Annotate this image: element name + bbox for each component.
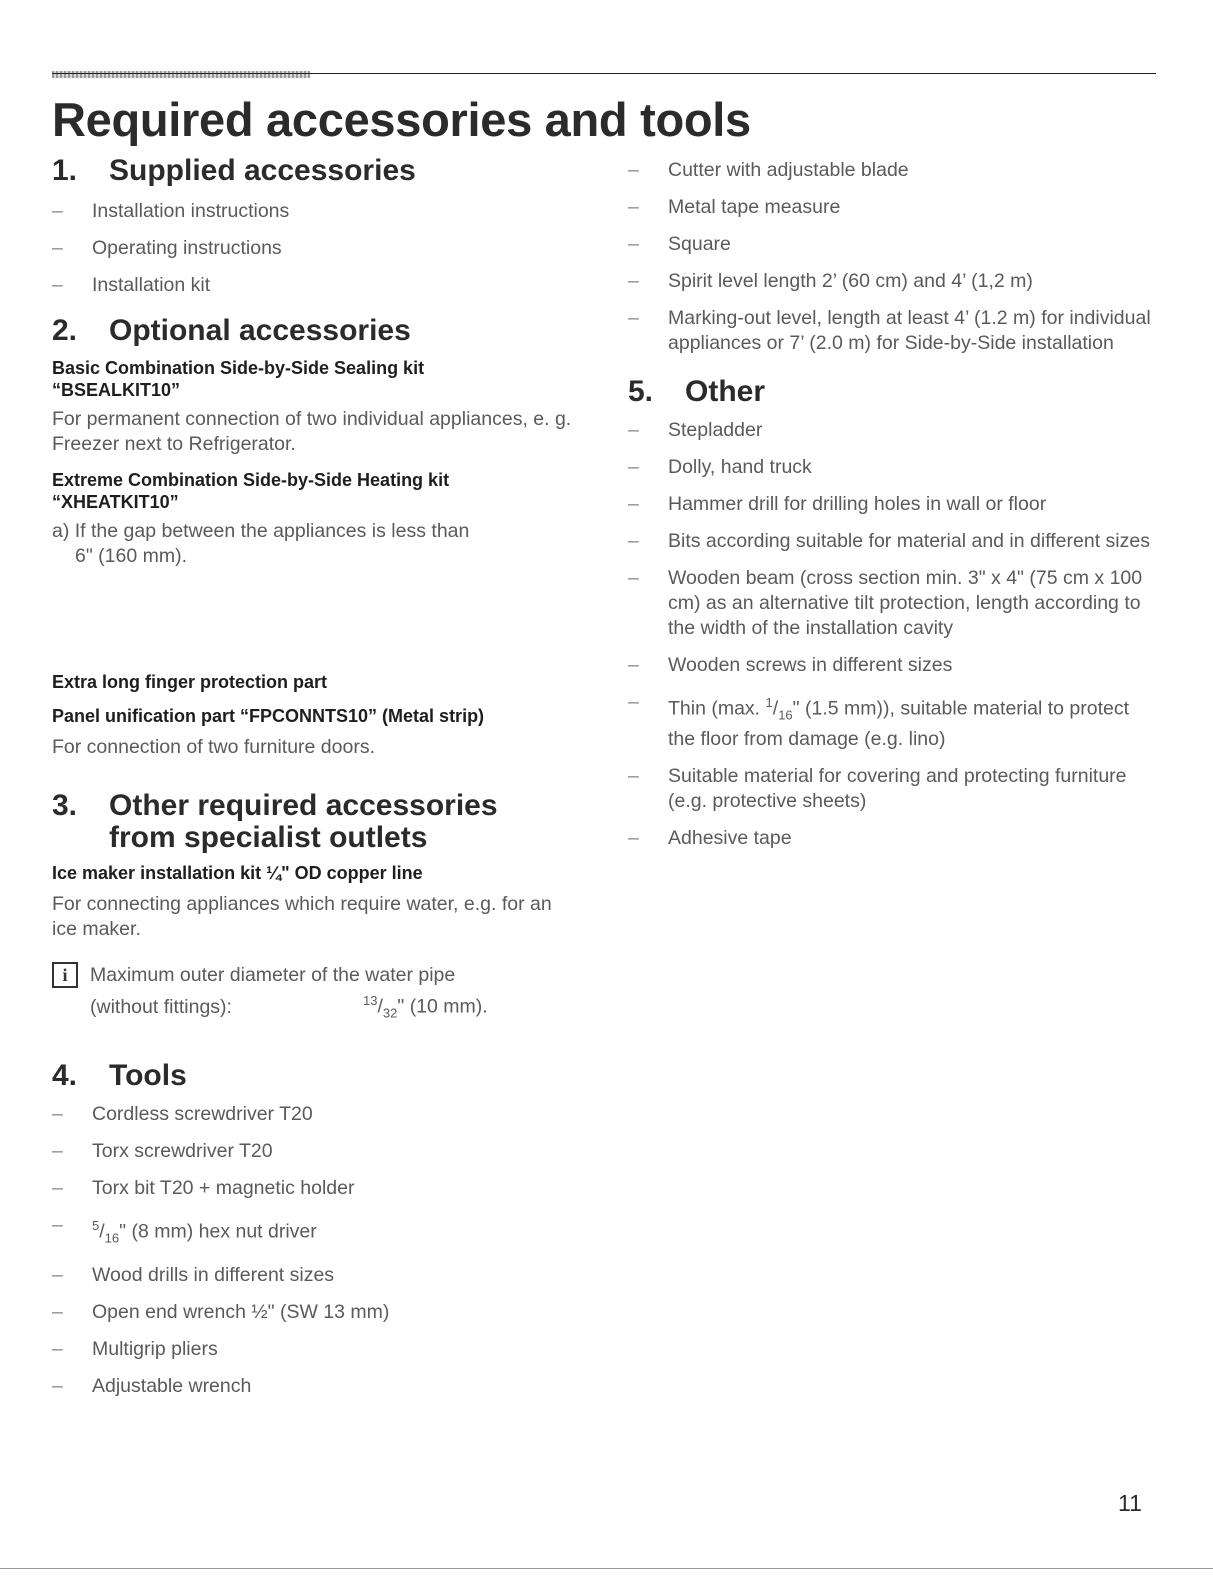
list-item: – Installation instructions [52, 199, 592, 224]
panel-unification-title: Panel unification part “FPCONNTS10” (Metal strip) [52, 706, 485, 726]
list-item: – Adhesive tape [628, 826, 1158, 851]
list-item: – Stepladder [628, 418, 1158, 443]
section-title: Tools [109, 1059, 187, 1093]
tools-list-continued [628, 158, 1158, 356]
section-number: 3. [52, 789, 78, 822]
list-item: – Cutter with adjustable blade [628, 158, 1158, 183]
left-column [52, 155, 592, 1411]
section-heading [52, 155, 592, 187]
header-rule [52, 73, 1156, 74]
list-item: – Wooden screws in different sizes [628, 653, 1158, 678]
fraction-numerator: 1 [765, 695, 773, 710]
section-number: 1. [52, 154, 78, 187]
list-item: – Torx bit T20 + magnetic holder [52, 1176, 592, 1201]
list-item: – Metal tape measure [628, 195, 1158, 220]
right-column [628, 155, 1158, 863]
list-item: – Square [628, 232, 1158, 257]
list-item: – Installation kit [52, 273, 592, 298]
list-item: – Dolly, hand truck [628, 455, 1158, 480]
note-value: " (10 mm). [397, 995, 488, 1018]
ice-maker-kit-title: Ice maker installation kit ¼" OD copper line [52, 863, 423, 883]
list-item: – $^5/_{16}$" (8 mm) hex nut driver [52, 1213, 592, 1250]
note-text-line2: (without fittings): $^{13}/_{32}$" (10 mm). [90, 993, 488, 1021]
kit-title-heating: Extreme Combination Side-by-Side Heating kit “XHEATKIT10” [52, 470, 450, 512]
list-item: – Adjustable wrench [52, 1374, 592, 1399]
list-item: – Suitable material for covering and protecting furniture (e.g. protective sheets) [628, 764, 1158, 814]
section-other-required [52, 790, 592, 1026]
list-item: – Cordless screwdriver T20 [52, 1102, 592, 1127]
fraction-numerator: 5 [92, 1218, 100, 1234]
kit-description-sealing: For permanent connection of two individual appliances, e. g. Freezer next to Refrigerator. [52, 408, 572, 455]
fraction-denominator: 32 [382, 1005, 398, 1021]
section-title: Other [685, 375, 766, 408]
section-title: Supplied accessories [109, 154, 416, 187]
section-title [109, 790, 498, 854]
list-item: – Hammer drill for drilling holes in wall or floor [628, 492, 1158, 517]
list-item: – Wooden beam (cross section min. 3" x 4" (75 cm x 100 cm) as an alternative tilt protection, length according to the width of the installation cavity [628, 566, 1158, 641]
list-item-text-rest: " (1.5 mm)), suitable material to protect the floor from damage (e.g. lino) [668, 697, 1130, 751]
ice-maker-kit-description: For connecting appliances which require water, e.g. for an ice maker. [52, 893, 552, 940]
list-item: – Torx screwdriver T20 [52, 1139, 592, 1164]
section-tools [52, 1060, 592, 1398]
tools-list [52, 1102, 592, 1398]
fraction-suffix: " [119, 1220, 132, 1243]
section-supplied-accessories [52, 155, 592, 298]
list-item: – Operating instructions [52, 236, 592, 261]
section-heading [52, 315, 592, 347]
list-item: – Bits according suitable for material and in different sizes [628, 529, 1158, 554]
note-label: (without fittings): [90, 995, 232, 1018]
finger-protection-title: Extra long finger protection part [52, 672, 328, 692]
info-note [52, 962, 592, 1026]
note-text-line1: Maximum outer diameter of the water pipe [90, 964, 456, 986]
list-item-text: (8 mm) hex nut driver [131, 1220, 317, 1243]
section-other [628, 376, 1158, 851]
section-title-line1: Other required accessories [109, 789, 498, 822]
list-item: – Marking-out level, length at least 4’ (1.2 m) for individual appliances or 7’ (2.0 m) for Side-by-Side installation [628, 306, 1158, 356]
section-number: 4. [52, 1059, 78, 1093]
fraction-denominator: 16 [104, 1230, 120, 1246]
footer-rule [0, 1568, 1213, 1569]
list-item: – Thin (max. $^1/_{16}$" (1.5 mm)), suitable material to protect the floor from damage (e.g. lino) [628, 690, 1158, 752]
list-item: – Spirit level length 2’ (60 cm) and 4’ (1,2 m) [628, 269, 1158, 294]
fraction-numerator: 13 [363, 993, 378, 1008]
kit-title-sealing: Basic Combination Side-by-Side Sealing kit “BSEALKIT10” [52, 358, 425, 400]
supplied-list [52, 199, 592, 298]
list-item: – Wood drills in different sizes [52, 1263, 592, 1288]
section-number: 5. [628, 375, 654, 408]
page-title: Required accessories and tools [52, 93, 751, 146]
section-title: Optional accessories [109, 314, 411, 347]
section-title-line2: from specialist outlets [109, 821, 428, 854]
kit-condition-a: a) If the gap between the appliances is less than [52, 520, 470, 542]
panel-unification-description: For connection of two furniture doors. [52, 736, 375, 758]
other-list [628, 418, 1158, 851]
fraction-denominator: 16 [778, 707, 793, 723]
section-heading [628, 376, 1158, 408]
section-heading [52, 1060, 592, 1092]
list-item: – Multigrip pliers [52, 1337, 592, 1362]
section-number: 2. [52, 314, 78, 347]
page-number: 11 [1118, 1490, 1142, 1516]
section-optional-accessories [52, 315, 592, 760]
list-item: – Open end wrench ½" (SW 13 mm) [52, 1300, 592, 1325]
info-icon: i [52, 962, 78, 988]
kit-condition-a-cont: 6" (160 mm). [75, 545, 188, 567]
section-heading [52, 790, 592, 854]
list-item-text: Thin (max. [668, 697, 761, 720]
